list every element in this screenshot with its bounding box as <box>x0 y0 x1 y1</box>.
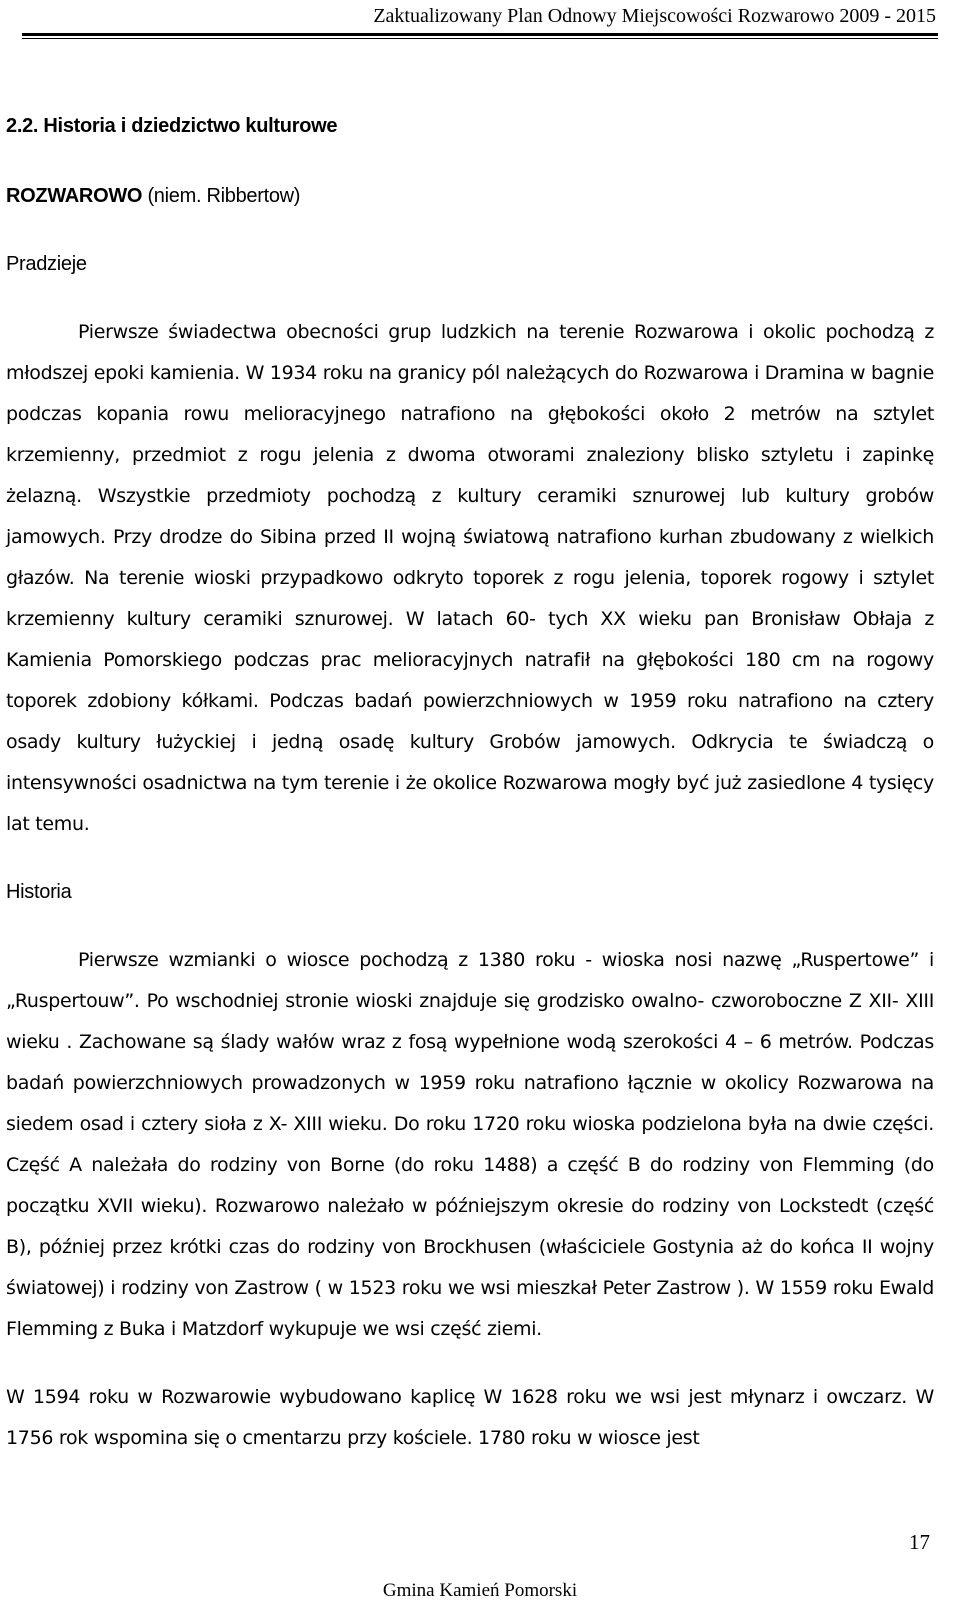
page-number: 17 <box>909 1530 930 1554</box>
prehistory-paragraph: Pierwsze świadectwa obecności grup ludzkich na terenie Rozwarowa i okolic pochodzą z młodszej epoki kamienia. W 1934 roku na granicy pól należących do Rozwarowa i Dramina w bagnie podczas kopania rowu melioracyjnego natrafiono na głębokości około 2 metrów na sztylet krzemienny, przedmiot z rogu jelenia z dwoma otworami znaleziony blisko sztyletu i zapinkę żelazną. Wszystkie przedmioty pochodzą z kultury ceramiki sznurowej lub kultury grobów jamowych. Przy drodze do Sibina przed II wojną światową natrafiono kurhan zbudowany z wielkich głazów. Na terenie wioski przypadkowo odkryto toporek z rogu jelenia, toporek rogowy i sztylet krzemienny kultury ceramiki sznurowej. W latach 60- tych XX wieku pan Bronisław Obłaja z Kamienia Pomorskiego podczas prac melioracyjnych natrafił na głębokości 180 cm na rogowy toporek zdobiony kółkami. Podczas badań powierzchniowych w 1959 roku natrafiono na cztery osady kultury łużyckiej i jedną osadę kultury Grobów jamowych. Odkrycia te świadczą o intensywności osadnictwa na tym terenie i że okolice Rozwarowa mogły być już zasiedlone 4 tysięcy lat temu. <box>6 321 934 835</box>
place-line <box>6 176 934 217</box>
document-body <box>6 104 934 1459</box>
history-paragraph-2: W 1594 roku w Rozwarowie wybudowano kaplicę W 1628 roku we wsi jest młynarz i owczarz. W 1756 rok wspomina się o cmentarzu przy kościele. 1780 roku w wiosce jest <box>6 1386 934 1449</box>
place-name: ROZWAROWO <box>6 185 143 207</box>
section-title: 2.2. Historia i dziedzictwo kulturowe <box>6 115 338 137</box>
header-rule <box>22 33 938 36</box>
header-rule-thin <box>22 38 938 39</box>
running-header: Zaktualizowany Plan Odnowy Miejscowości Rozwarowo 2009 - 2015 <box>373 5 936 27</box>
page-footer: Gmina Kamień Pomorski <box>382 1580 578 1601</box>
place-german-name: (niem. Ribbertow) <box>147 185 301 207</box>
history-heading: Historia <box>6 881 72 903</box>
history-paragraph-1: Pierwsze wzmianki o wiosce pochodzą z 1380 roku - wioska nosi nazwę „Ruspertowe” i „Ruspertouw”. Po wschodniej stronie wioski znajduje się grodzisko owalno- czworoboczne Z XII- XIII wieku . Zachowane są ślady wałów wraz z fosą wypełnione wodą szerokości 4 – 6 metrów. Podczas badań powierzchniowych prowadzonych w 1959 roku natrafiono łącznie w okolicy Rozwarowa na siedem osad i cztery sioła z X- XIII wieku. Do roku 1720 roku wioska podzielona była na dwie części. Część A należała do rodziny von Borne (do roku 1488) a część B do rodziny von Flemming (do początku XVII wieku). Rozwarowo należało w późniejszym okresie do rodziny von Lockstedt (część B), później przez krótki czas do rodziny von Brockhusen (właściciele Gostynia aż do końca II wojny światowej) i rodziny von Zastrow ( w 1523 roku we wsi mieszkał Peter Zastrow ). W 1559 roku Ewald Flemming z Buka i Matzdorf wykupuje we wsi część ziemi. <box>6 949 934 1340</box>
prehistory-heading: Pradzieje <box>6 253 87 275</box>
